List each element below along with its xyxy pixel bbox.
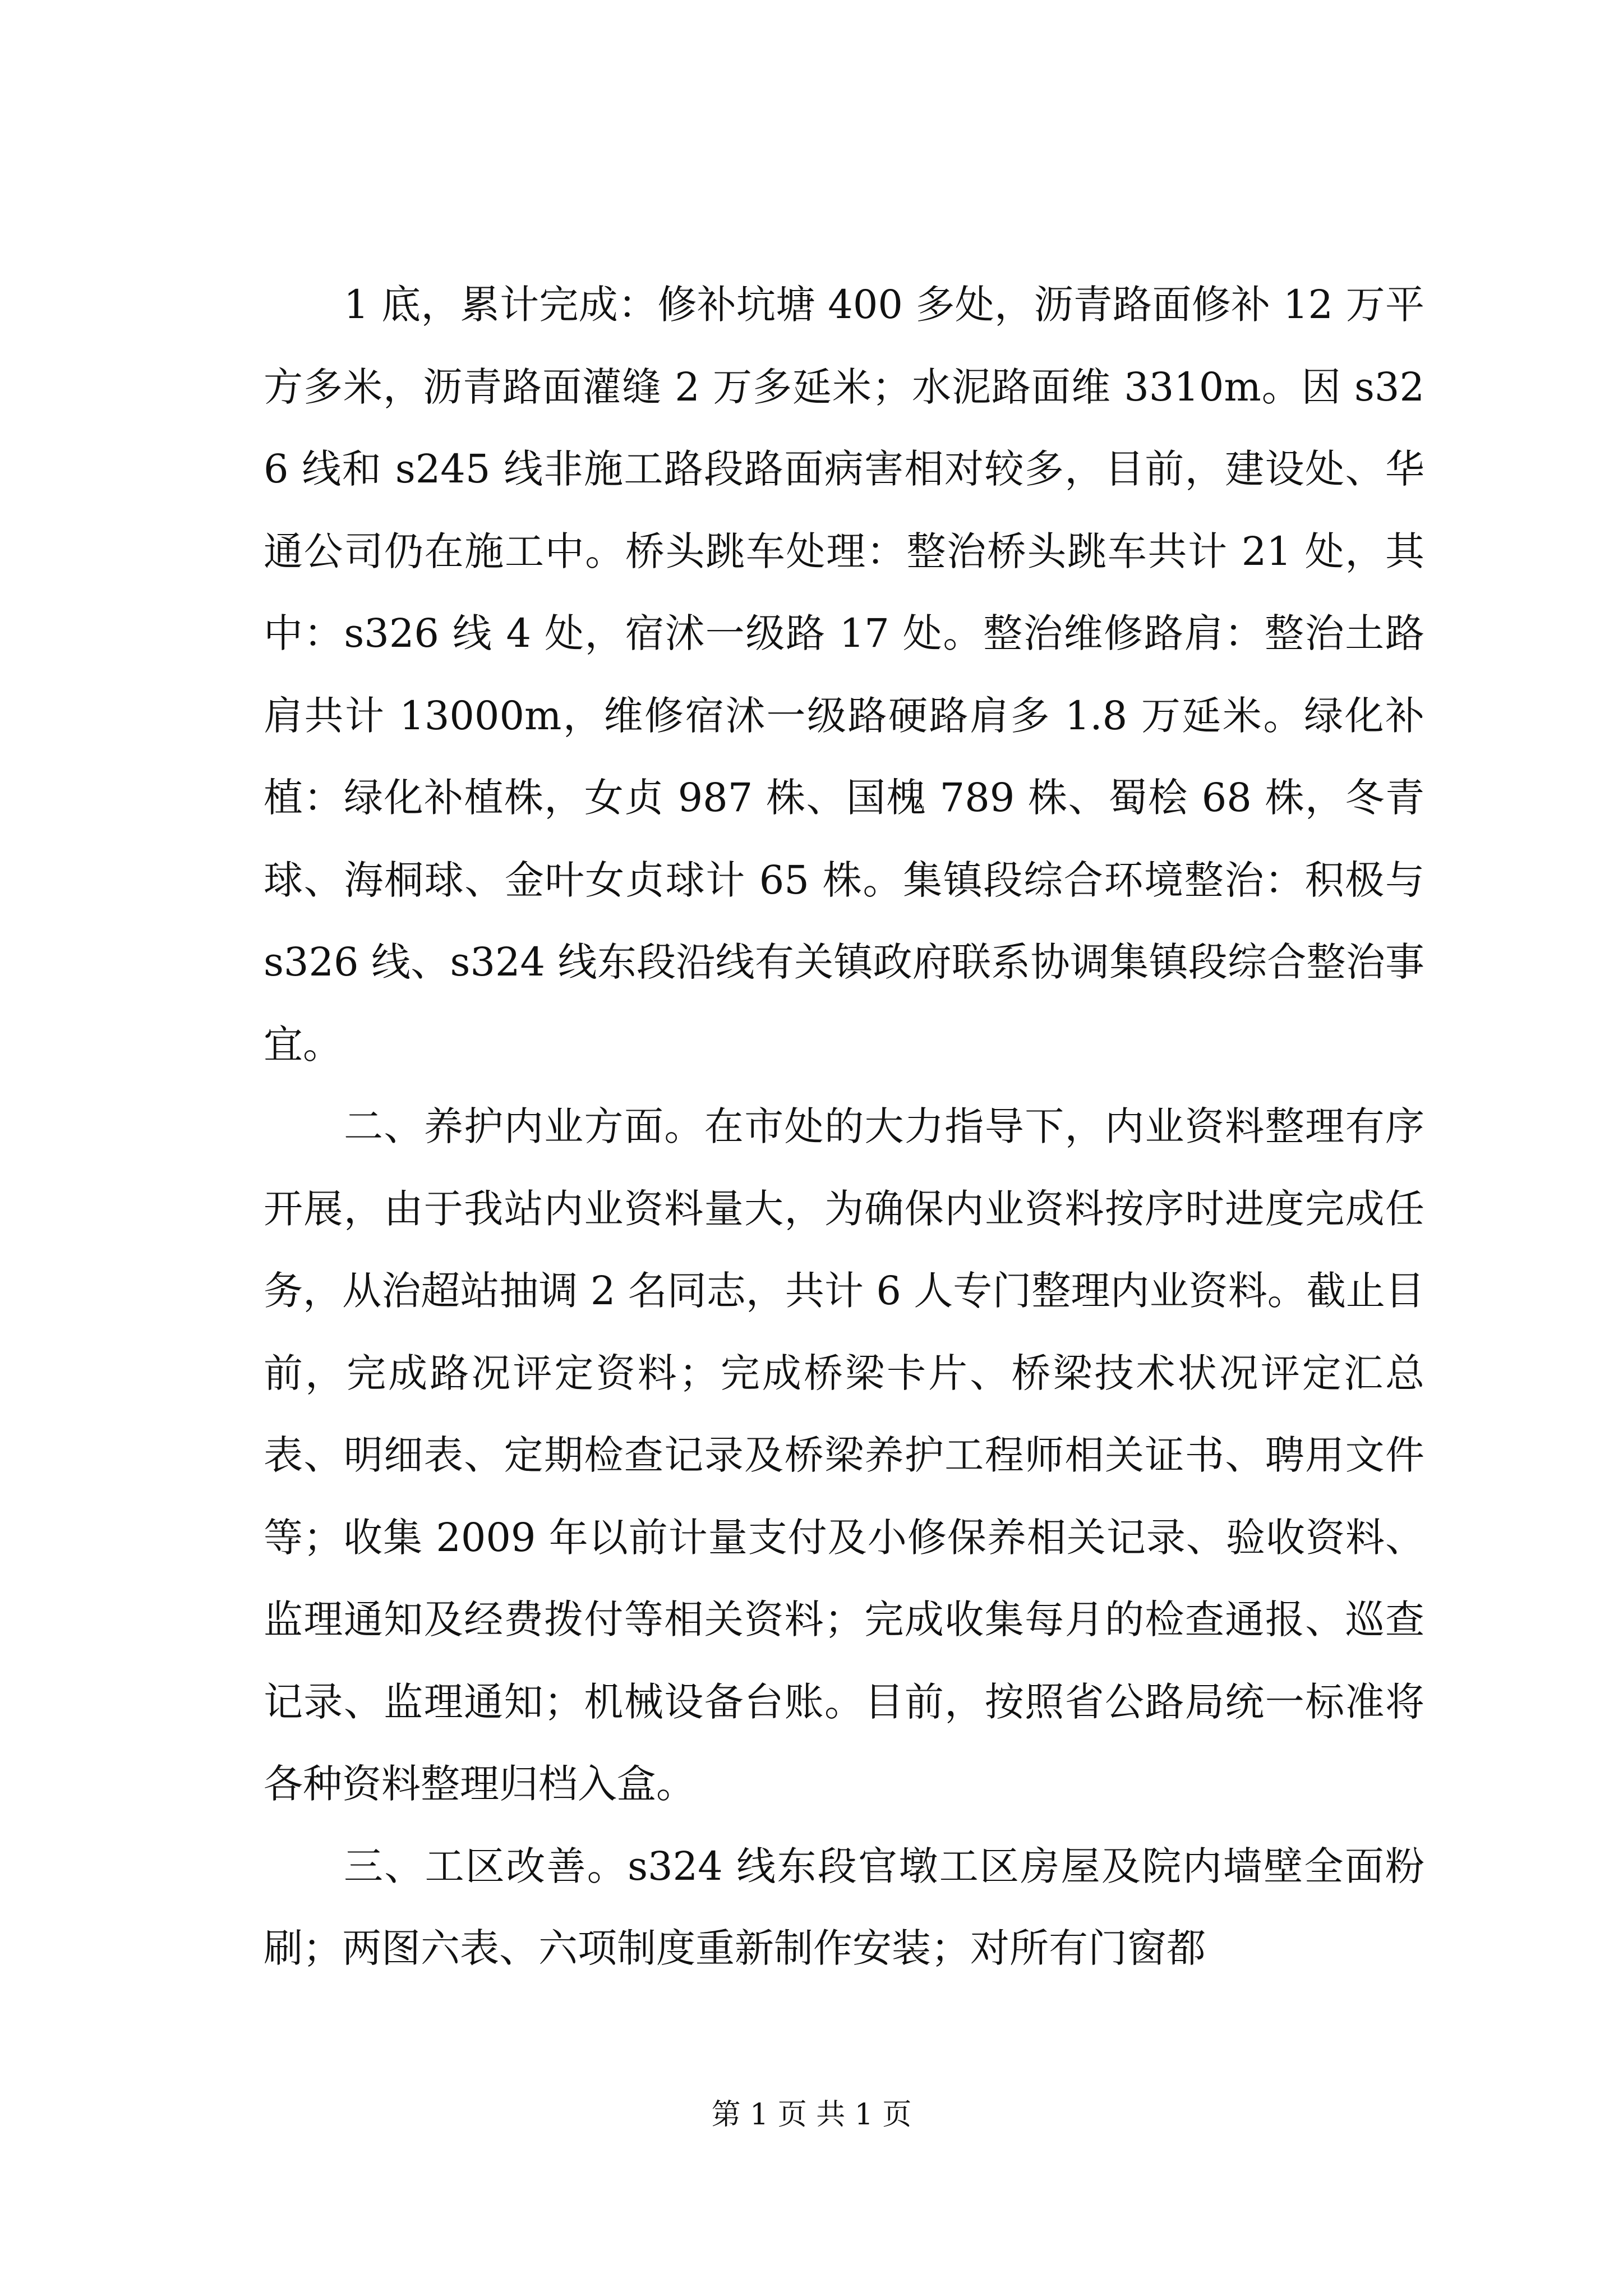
paragraph-3: 三、工区改善。s324 线东段官墩工区房屋及院内墙壁全面粉刷；两图六表、六项制度重新制作安装；对所有门窗都 [264, 1843, 1424, 1971]
paragraph-1: 1 底，累计完成：修补坑塘 400 多处，沥青路面修补 12 万平方多米，沥青路面灌缝 2 万多延米；水泥路面维 3310m。因 s326 线和 s245 线非施工路段路面病害相对较多，目前，建设处、华通公司仍在施工中。桥头跳车处理：整治桥头跳车共计 21 处，其中：s326 线 4 处，宿沭一级路 17 处。整治维修路肩：整治土路肩共计 13000m，维修宿沭一级路硬路肩多 1.8 万延米。绿化补植：绿化补植株，女贞 987 株、国槐 789 株、蜀桧 68 株，冬青球、海桐球、金叶女贞球计 65 株。集镇段综合环境整治：积极与 s326 线、s324 线东段沿线有关镇政府联系协调集镇段综合整治事宜。 [264, 282, 1424, 1068]
document-body [264, 264, 1424, 1990]
paragraph-2: 二、养护内业方面。在市处的大力指导下，内业资料整理有序开展，由于我站内业资料量大，为确保内业资料按序时进度完成任务，从治超站抽调 2 名同志，共计 6 人专门整理内业资料。截止目前，完成路况评定资料；完成桥梁卡片、桥梁技术状况评定汇总表、明细表、定期检查记录及桥梁养护工程师相关证书、聘用文件等；收集 2009 年以前计量支付及小修保养相关记录、验收资料、监理通知及经费拨付等相关资料；完成收集每月的检查通报、巡查记录、监理通知；机械设备台账。目前，按照省公路局统一标准将各种资料整理归档入盒。 [264, 1103, 1424, 1807]
page-footer: 第 1 页 共 1 页 [711, 2098, 912, 2132]
